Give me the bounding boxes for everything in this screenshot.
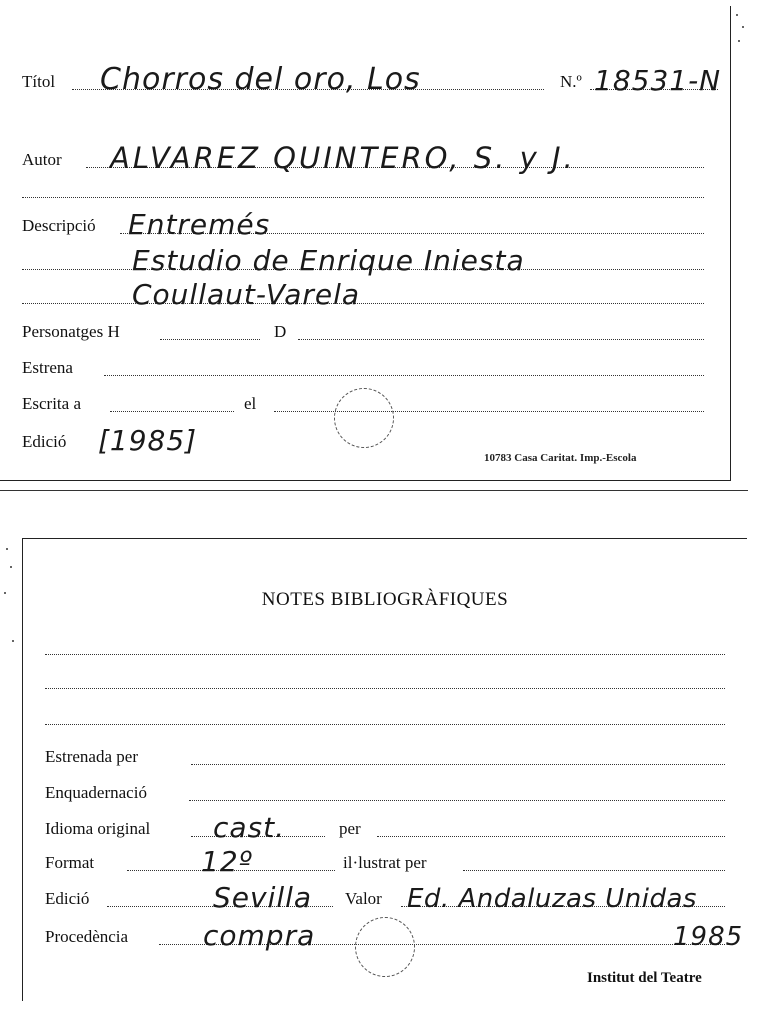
description-value-3: Coullaut-Varela	[132, 278, 361, 311]
author-value: ALVAREZ QUINTERO, S. y J.	[110, 141, 576, 175]
binding-row	[23, 775, 747, 803]
scan-speck	[10, 566, 12, 568]
notes-blank-row-1	[23, 629, 747, 657]
scan-speck	[6, 548, 8, 550]
premiered-by-label: Estrenada per	[45, 747, 138, 766]
notes-blank-row-3	[23, 699, 747, 727]
author-extra-line	[22, 197, 704, 198]
author-row	[0, 141, 730, 175]
provenance-year: 1985	[673, 922, 744, 952]
written-label: Escrita a	[22, 394, 81, 413]
language-value: cast.	[213, 811, 286, 844]
premiere-line	[104, 375, 704, 376]
edition-back-row	[23, 881, 747, 914]
value-value: Ed. Andaluzas Unidas	[407, 884, 697, 914]
premiered-by-line	[191, 764, 725, 765]
illustrated-label: il·lustrat per	[343, 853, 427, 872]
author-label: Autor	[22, 150, 62, 169]
premiere-label: Estrena	[22, 358, 73, 377]
scan-speck	[742, 26, 744, 28]
format-label: Format	[45, 853, 95, 872]
description-row-2	[0, 244, 730, 277]
title-value: Chorros del oro, Los	[100, 62, 421, 97]
value-label: Valor	[345, 889, 382, 908]
scan-speck	[736, 14, 738, 16]
title-row	[0, 62, 730, 97]
characters-d-line	[298, 339, 704, 340]
catalog-card-back	[22, 538, 747, 1001]
number-value: 18531-N	[594, 64, 722, 97]
description-value-2: Estudio de Enrique Iniesta	[132, 244, 525, 277]
written-on-label: el	[244, 394, 257, 413]
notes-blank-line-1	[45, 654, 725, 655]
per-label: per	[339, 819, 361, 838]
title-label: Títol	[22, 72, 56, 91]
description-label: Descripció	[22, 216, 96, 235]
description-row-3	[0, 278, 730, 311]
binding-label: Enquadernació	[45, 783, 147, 802]
characters-row	[0, 314, 730, 342]
stamp-circle-back	[355, 917, 415, 977]
premiered-by-row	[23, 739, 747, 767]
edition-label: Edició	[22, 432, 67, 451]
provenance-label: Procedència	[45, 927, 129, 946]
language-label: Idioma original	[45, 819, 151, 838]
description-row-1	[0, 208, 730, 241]
printer-imprint: 10783 Casa Caritat. Imp.-Escola	[484, 452, 637, 464]
number-label: N.º	[560, 72, 582, 91]
edition-back-label: Edició	[45, 889, 90, 908]
author-extra-row	[0, 172, 730, 200]
institution-name: Institut del Teatre	[587, 970, 702, 986]
edition-back-value: Sevilla	[213, 881, 313, 914]
format-row	[23, 845, 747, 878]
scan-speck	[12, 640, 14, 642]
stamp-circle	[334, 388, 394, 448]
notes-blank-line-3	[45, 724, 725, 725]
binding-line	[189, 800, 725, 801]
description-line-3	[22, 303, 704, 304]
illustrated-line	[463, 870, 725, 871]
scan-speck	[738, 40, 740, 42]
catalog-card-front	[0, 6, 731, 481]
notes-blank-row-2	[23, 663, 747, 691]
description-value-1: Entremés	[128, 208, 271, 241]
premiere-row	[0, 350, 730, 378]
card-separator	[0, 490, 748, 491]
provenance-value: compra	[203, 919, 316, 952]
characters-h-line	[160, 339, 260, 340]
characters-label: Personatges H	[22, 322, 120, 341]
language-row	[23, 811, 747, 844]
edition-value: [1985]	[98, 424, 198, 457]
scan-speck	[4, 592, 6, 594]
notes-blank-line-2	[45, 688, 725, 689]
notes-heading: NOTES BIBLIOGRÀFIQUES	[261, 589, 509, 610]
per-line	[377, 836, 725, 837]
format-value: 12º	[201, 845, 253, 878]
characters-d-label: D	[274, 322, 287, 341]
written-place-line	[110, 411, 234, 412]
